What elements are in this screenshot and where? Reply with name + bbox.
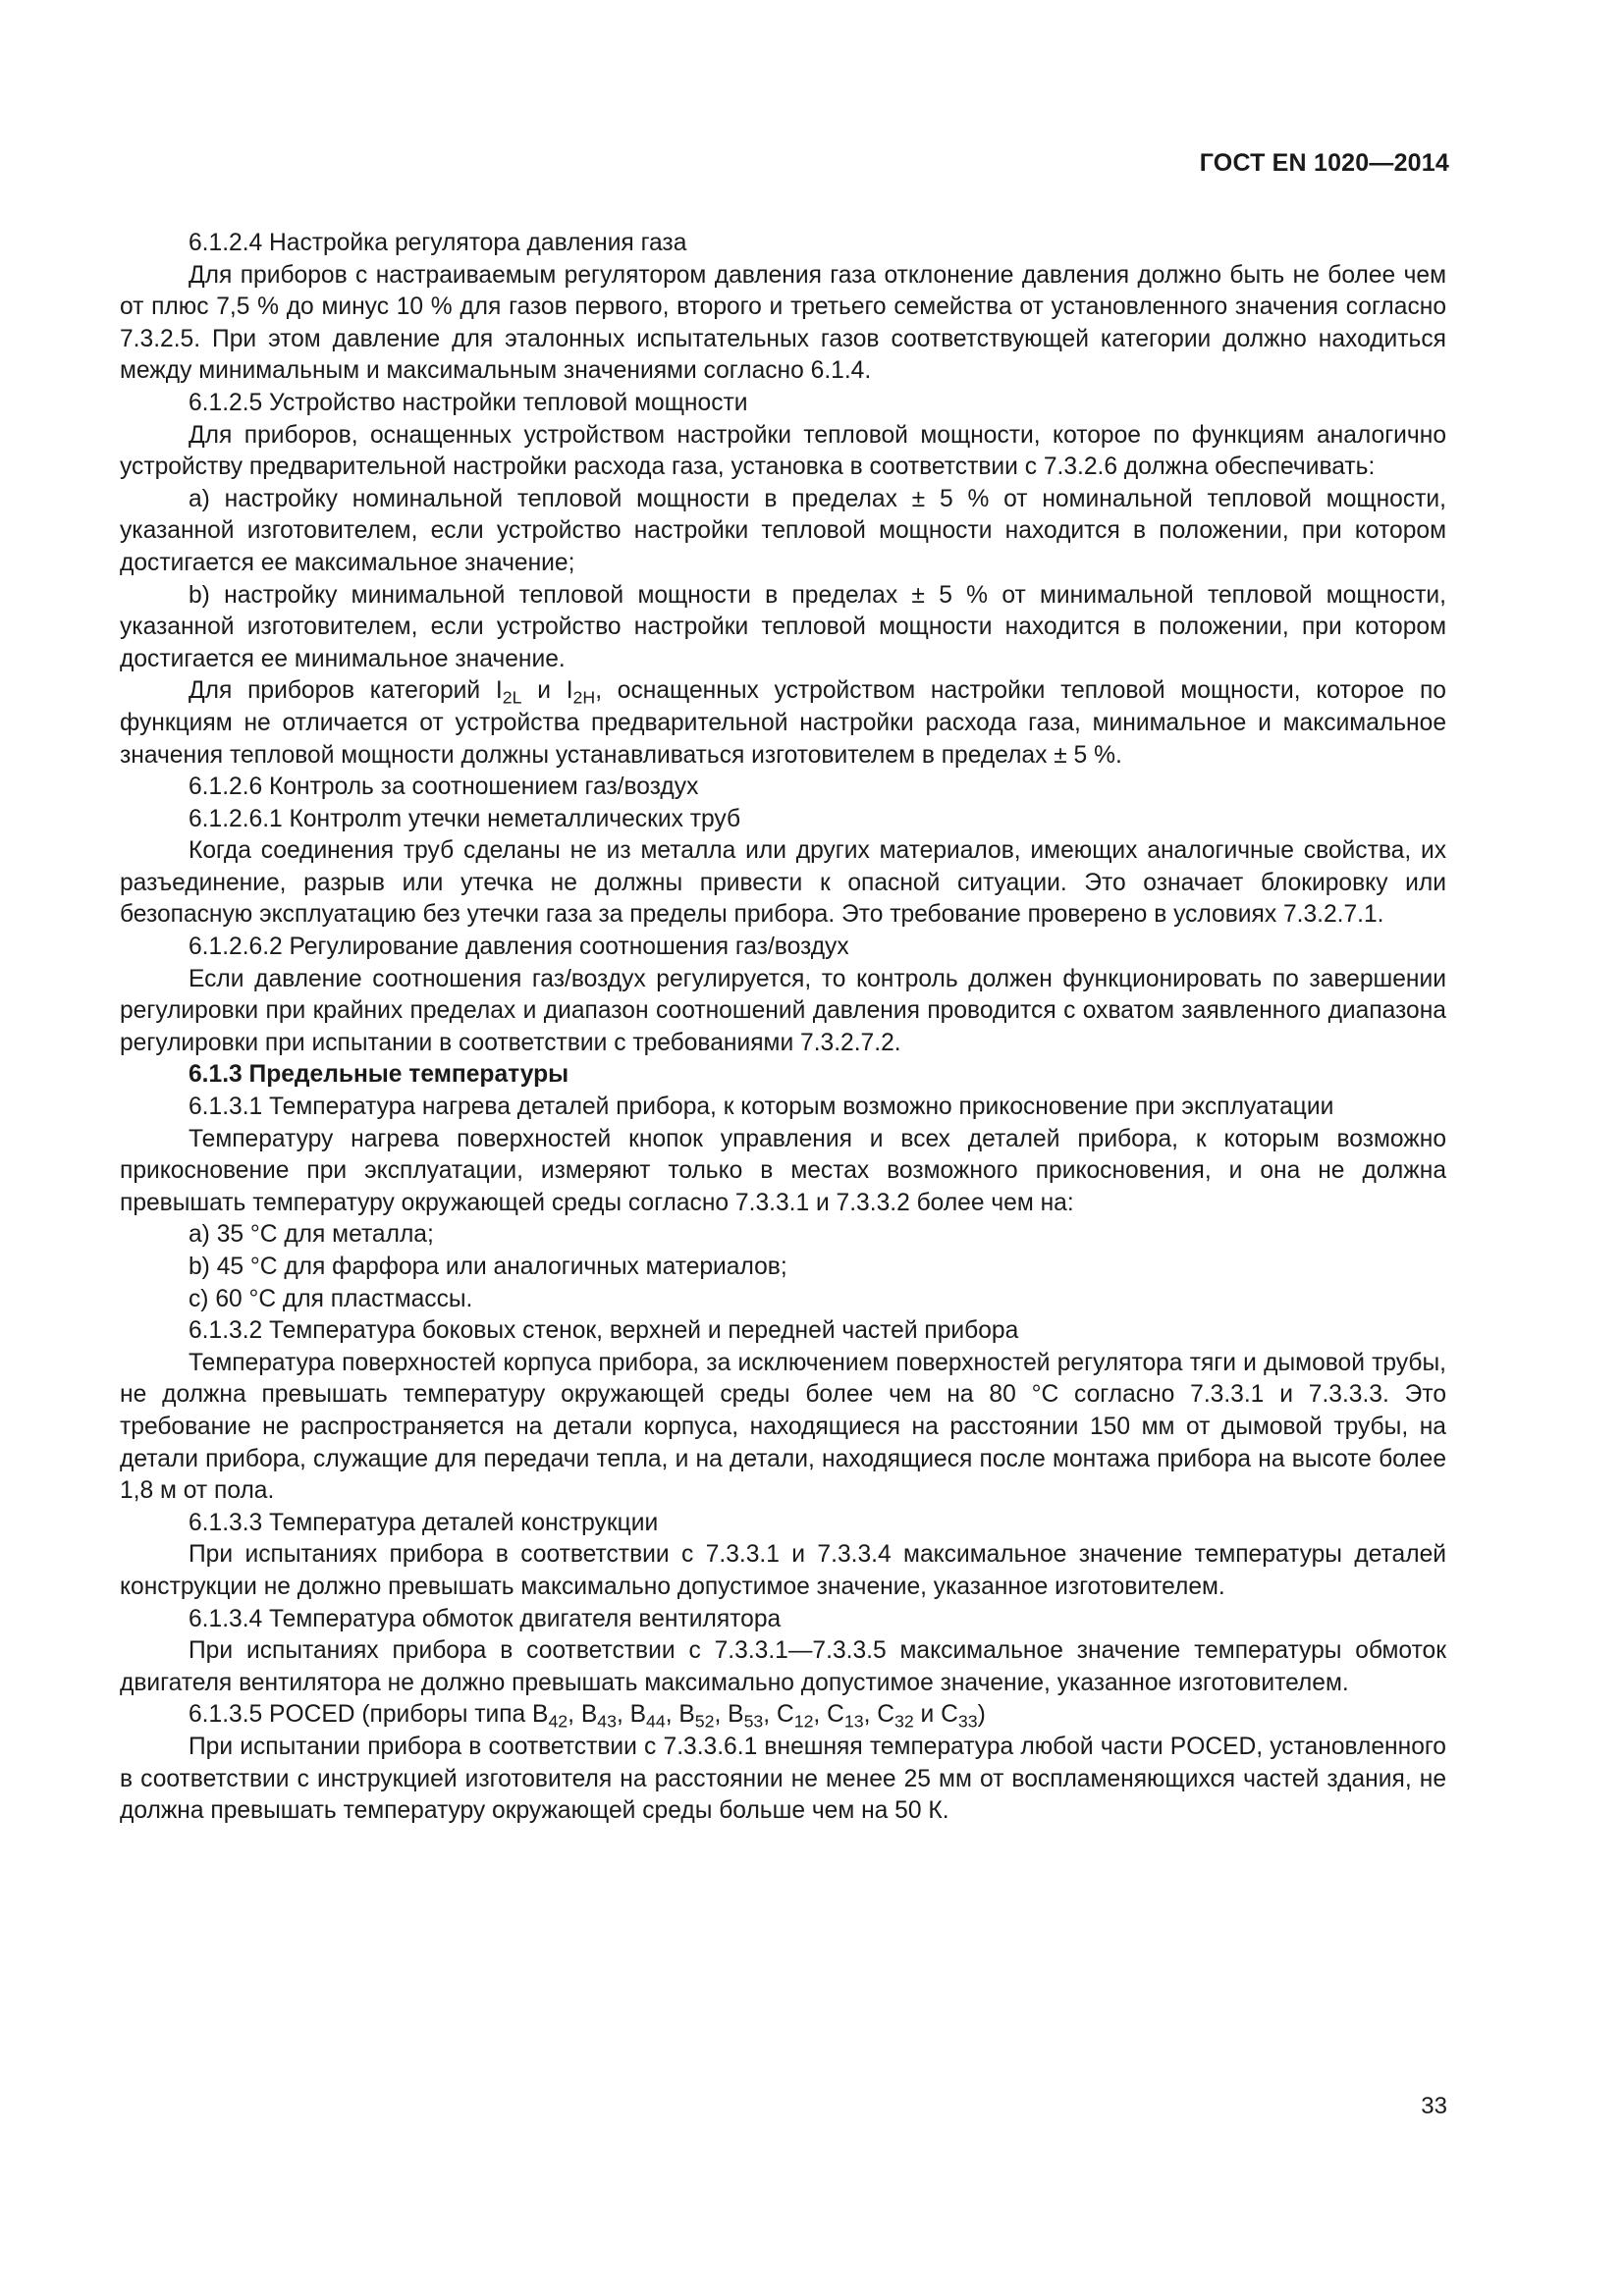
section-heading: 6.1.2.6.1 Контролm утечки неметаллических труб: [189, 805, 741, 832]
subscript: 13: [843, 1711, 864, 1732]
subscript: 32: [894, 1711, 914, 1732]
subscript: 33: [957, 1711, 978, 1732]
section-heading: 6.1.2.6.2 Регулирование давления соотношения газ/воздух: [189, 934, 849, 961]
text-run: Для приборов категорий I: [189, 677, 503, 705]
body-paragraph: Для приборов с настраиваемым регулятором давления газа отклонение давления должно быть не более чем от плюс 7,5 % до минус 10 % для газов первого, второго и третьего семейства от установленного значения согласно 7.3.2.5. При этом давление для эталонных испытательных газов соответствующей категории должно находиться между минимальным и максимальным значениями согласно 6.1.4.: [120, 261, 1446, 385]
body-paragraph: При испытании прибора в соответствии с 7.3.3.6.1 внешняя температура любой части POCED, установленного в соответствии с инструкцией изготовителя на расстоянии не менее 25 мм от воспламеняющихся частей здания, не должна превышать температуру окружающей среды больше чем на 50 К.: [120, 1733, 1446, 1825]
list-item: b) 45 °С для фарфора или аналогичных материалов;: [189, 1254, 787, 1280]
subscript: 12: [793, 1711, 814, 1732]
section-heading: 6.1.3.1 Температура нагрева деталей прибора, к которым возможно прикосновение при эксплуатации: [189, 1094, 1334, 1121]
body-paragraph: Температура поверхностей корпуса прибора, за исключением поверхностей регулятора тяги и дымовой трубы, не должна превышать температуру окружающей среды более чем на 80 °С согласно 7.3.3.1 и 7.3.3.3. Это требование не распространяется на детали корпуса, находящиеся на расстоянии 150 мм от дымовой трубы, на детали прибора, служащие для передачи тепла, и на детали, находящиеся после монтажа прибора на высоте более 1,8 м от пола.: [120, 1349, 1446, 1505]
body-paragraph: Когда соединения труб сделаны не из металла или других материалов, имеющих аналогичные свойства, их разъединение, разрыв или утечка не должны привести к опасной ситуации. Это означает блокировку или безопасную эксплуатацию без утечки газа за пределы прибора. Это требование проверено в условиях 7.3.2.7.1.: [120, 837, 1446, 929]
text-run: и C: [913, 1701, 958, 1729]
section-heading: 6.1.2.6 Контроль за соотношением газ/воздух: [189, 774, 699, 801]
text-run: , C: [763, 1701, 794, 1729]
subscript: 42: [548, 1711, 568, 1732]
document-body: [120, 228, 1446, 1828]
list-item: a) 35 °С для металла;: [189, 1221, 434, 1249]
body-paragraph: Температуру нагрева поверхностей кнопок управления и всех деталей прибора, к которым возможно прикосновение при эксплуатации, измеряют только в местах возможного прикосновения, и она не должна превышать температуру окружающей среды согласно 7.3.3.1 и 7.3.3.2 более чем на:: [120, 1125, 1446, 1216]
subscript: 2H: [572, 687, 596, 708]
text-run: и I: [521, 677, 573, 705]
body-paragraph: При испытаниях прибора в соответствии с 7.3.3.1—7.3.3.5 максимальное значение температуры обмоток двигателя вентилятора не должно превышать максимально допустимое значение, указанное изготовителем.: [120, 1637, 1446, 1696]
subscript: 43: [597, 1711, 617, 1732]
section-heading: 6.1.3.2 Температура боковых стенок, верхней и передней частей прибора: [189, 1317, 1019, 1345]
subscript: 53: [743, 1711, 764, 1732]
page-number: 33: [1421, 2093, 1447, 2119]
text-run: , B: [665, 1701, 695, 1729]
body-paragraph: [120, 675, 1446, 772]
body-paragraph: Для приборов, оснащенных устройством настройки тепловой мощности, которое по функциям аналогично устройству предварительной настройки расхода газа, установка в соответствии с 7.3.2.6 должна обеспечивать:: [120, 421, 1446, 481]
list-item: b) настройку минимальной тепловой мощности в пределах ± 5 % от минимальной тепловой мощности, указанной изготовителем, если устройство настройки тепловой мощности находится в положении, при котором достигается ее минимальное значение.: [120, 581, 1446, 672]
list-item: a) настройку номинальной тепловой мощности в пределах ± 5 % от номинальной тепловой мощности, указанной изготовителем, если устройство настройки тепловой мощности находится в положении, при котором достигается ее максимальное значение;: [120, 485, 1446, 576]
document-standard-id: ГОСТ EN 1020—2014: [1199, 149, 1449, 177]
text-run: , B: [714, 1701, 744, 1729]
text-run: 6.1.3.5 POCED (приборы типа B: [189, 1701, 549, 1729]
subscript: 2L: [502, 687, 522, 708]
subscript: 44: [646, 1711, 666, 1732]
text-run: , B: [616, 1701, 647, 1729]
text-run: , C: [863, 1701, 894, 1729]
section-heading: [120, 1699, 1446, 1732]
body-paragraph: Если давление соотношения газ/воздух регулируется, то контроль должен функционировать по завершении регулировки при крайних пределах и диапазон соотношений давления проводится с охватом заявленного диапазона регулировки при испытании в соответствии с требованиями 7.3.2.7.2.: [120, 965, 1446, 1056]
text-run: , оснащенных устройством настройки тепловой мощности, которое по функциям не отличается от устройства предварительной настройки расхода газа, минимальное и максимальное значения тепловой мощности должны устанавливаться изготовителем в пределах ± 5 %.: [120, 677, 1446, 769]
section-heading: 6.1.3.4 Температура обмоток двигателя вентилятора: [189, 1605, 782, 1632]
section-heading: 6.1.3.3 Температура деталей конструкции: [189, 1509, 659, 1536]
section-heading: 6.1.2.5 Устройство настройки тепловой мощности: [189, 389, 748, 416]
text-run: ): [977, 1701, 986, 1729]
section-heading-bold: 6.1.3 Предельные температуры: [189, 1061, 569, 1089]
text-run: , B: [568, 1701, 598, 1729]
list-item: c) 60 °С для пластмассы.: [189, 1285, 473, 1312]
section-heading: 6.1.2.4 Настройка регулятора давления газа: [189, 230, 687, 256]
text-run: , C: [813, 1701, 844, 1729]
subscript: 52: [694, 1711, 715, 1732]
body-paragraph: При испытаниях прибора в соответствии с 7.3.3.1 и 7.3.3.4 максимальное значение температуры деталей конструкции не должно превышать максимально допустимое значение, указанное изготовителем.: [120, 1541, 1446, 1600]
